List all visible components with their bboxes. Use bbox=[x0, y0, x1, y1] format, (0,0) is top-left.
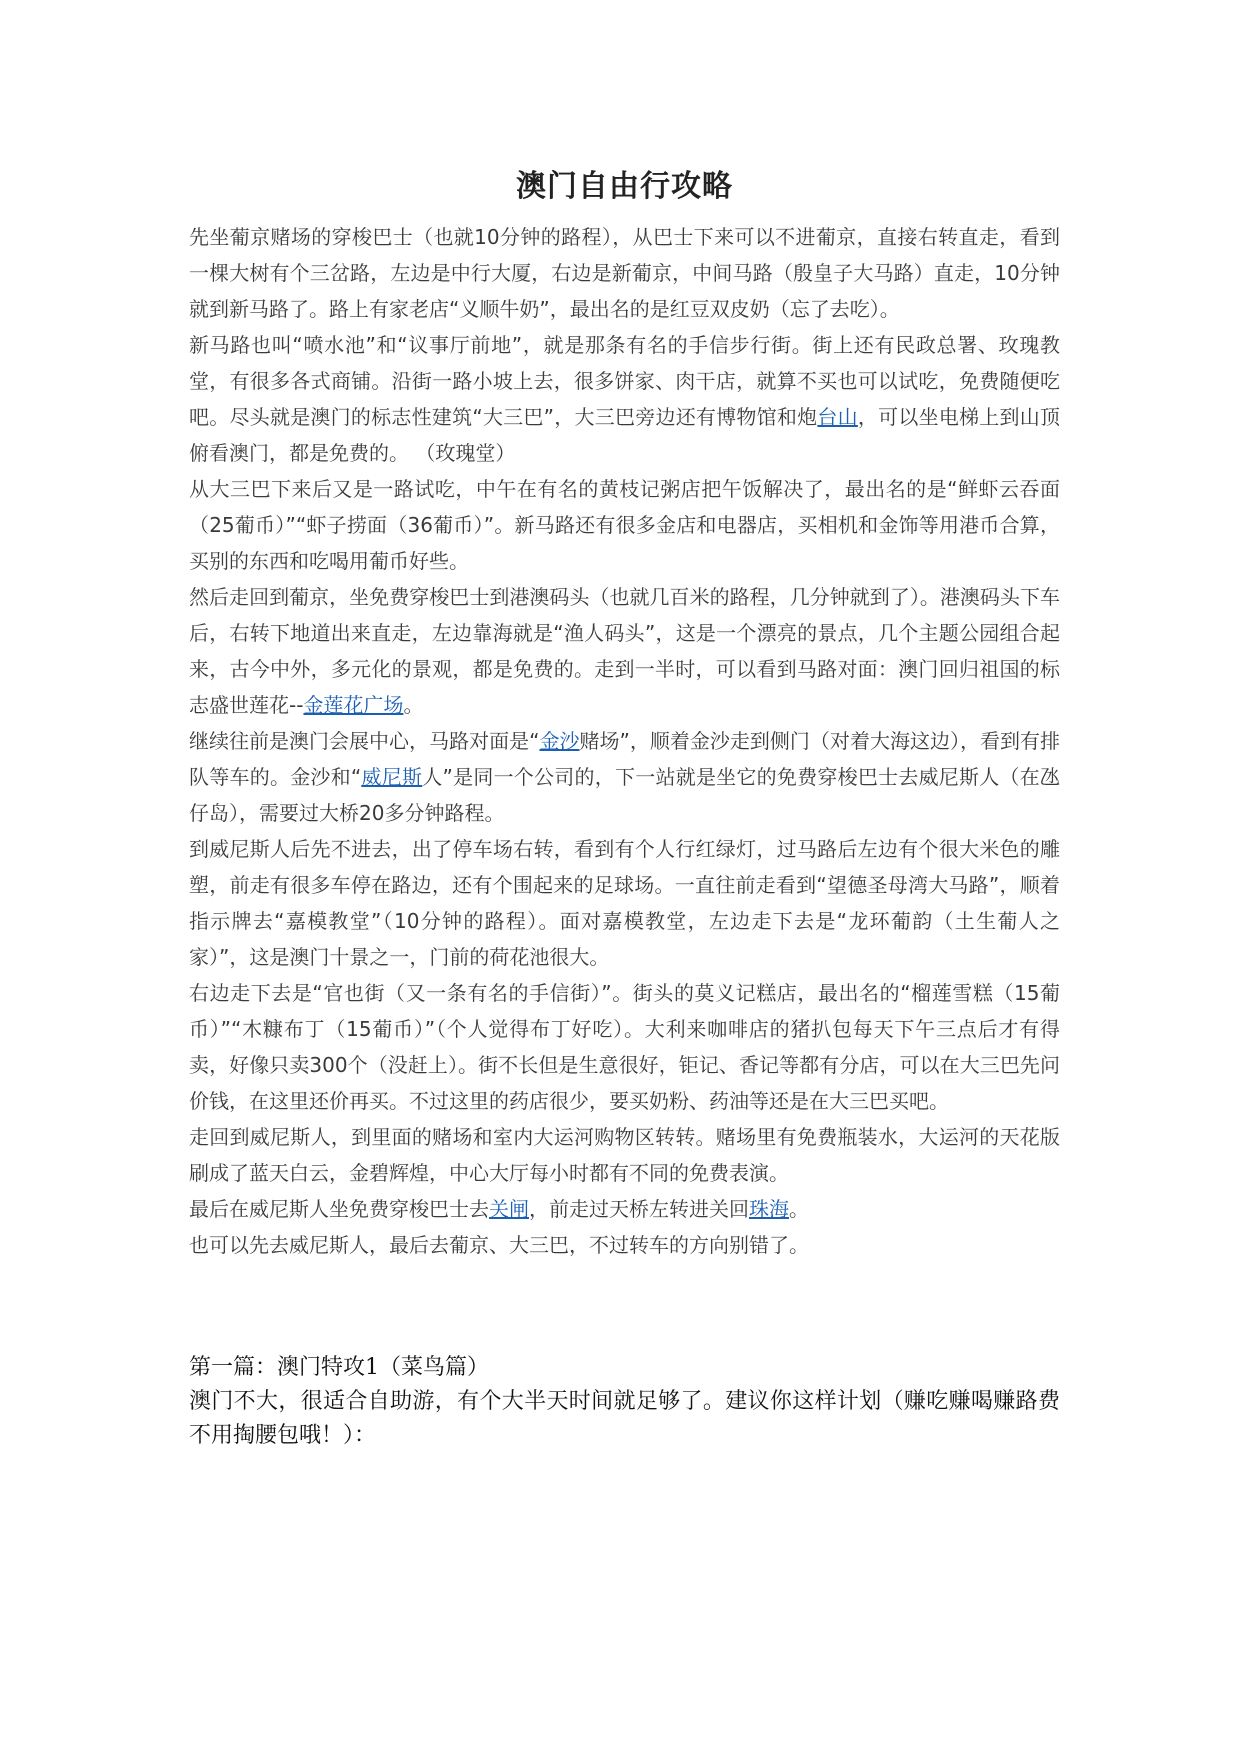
paragraph-text: 到威尼斯人后先不进去，出了停车场右转，看到有个人行红绿灯，过马路后左边有个很大米色的雕塑，前走有很多车停在路边，还有个围起来的足球场。一直往前走看到“望德圣母湾大马路”，顺着指示牌去“嘉模教堂”（10分钟的路程）。面对嘉模教堂，左边走下去是“龙环葡韵（土生葡人之家）”，这是澳门十景之一，门前的荷花池很大。 bbox=[189, 837, 1060, 969]
paragraph-text: 先坐葡京赌场的穿梭巴士（也就10分钟的路程），从巴士下来可以不进葡京，直接右转直走，看到一棵大树有个三岔路，左边是中行大厦，右边是新葡京，中间马路（殷皇子大马路）直走，10分钟就到新马路了。路上有家老店“义顺牛奶”，最出名的是红豆双皮奶（忘了去吃）。 bbox=[189, 225, 1060, 321]
inline-link[interactable]: 关闸 bbox=[489, 1197, 529, 1221]
paragraph bbox=[189, 831, 1060, 975]
paragraph bbox=[189, 219, 1060, 327]
paragraph-text: 。 bbox=[403, 693, 424, 717]
paragraph bbox=[189, 471, 1060, 579]
paragraph-text: ，前走过天桥左转进关回 bbox=[529, 1197, 749, 1221]
section-body: 澳门不大，很适合自助游，有个大半天时间就足够了。建议你这样计划（赚吃赚喝赚路费不用掏腰包哦！）： bbox=[189, 1389, 1060, 1448]
paragraph-text: 。 bbox=[789, 1197, 809, 1221]
paragraph-text: 继续往前是澳门会展中心，马路对面是“ bbox=[189, 729, 540, 753]
article-body bbox=[189, 219, 1060, 1263]
paragraph-text: 从大三巴下来后又是一路试吃，中午在有名的黄枝记粥店把午饭解决了，最出名的是“鲜虾云吞面（25葡币）”“虾子捞面（36葡币）”。新马路还有很多金店和电器店，买相机和金饰等用港币合算，买别的东西和吃喝用葡币好些。 bbox=[189, 477, 1060, 573]
paragraph-text: 新马路也叫“喷水池”和“议事厅前地”，就是那条有名的手信步行街。街上还有民政总署、玫瑰教堂，有很多各式商铺。沿街一路小坡上去，很多饼家、肉干店，就算不买也可以试吃，免费随便吃吧。尽头就是澳门的标志性建筑“大三巴”，大三巴旁边还有博物馆和炮 bbox=[189, 333, 1060, 429]
paragraph-text: 最后在威尼斯人坐免费穿梭巴士去 bbox=[189, 1197, 489, 1221]
document-title: 澳门自由行攻略 bbox=[516, 169, 733, 204]
paragraph-text: 也可以先去威尼斯人，最后去葡京、大三巴，不过转车的方向别错了。 bbox=[189, 1233, 809, 1257]
paragraph-text: 走回到威尼斯人，到里面的赌场和室内大运河购物区转转。赌场里有免费瓶装水，大运河的天花版刷成了蓝天白云，金碧辉煌，中心大厅每小时都有不同的免费表演。 bbox=[189, 1125, 1060, 1185]
inline-link[interactable]: 金沙 bbox=[539, 729, 580, 753]
paragraph bbox=[189, 723, 1060, 831]
paragraph bbox=[189, 579, 1060, 723]
inline-link[interactable]: 金莲花广场 bbox=[303, 693, 404, 717]
document-page bbox=[189, 165, 1060, 1453]
paragraph-text: 右边走下去是“官也街（又一条有名的手信街）”。街头的莫义记糕店，最出名的“榴莲雪糕（15葡币）”“木糠布丁（15葡币）”（个人觉得布丁好吃）。大利来咖啡店的猪扒包每天下午三点后才有得卖，好像只卖300个（没赶上）。街不长但是生意很好，钜记、香记等都有分店，可以在大三巴先问价钱，在这里还价再买。不过这里的药店很少，要买奶粉、药油等还是在大三巴买吧。 bbox=[189, 981, 1060, 1113]
section-heading: 第一篇：澳门特攻1（菜鸟篇） bbox=[189, 1355, 489, 1380]
inline-link[interactable]: 台山 bbox=[817, 405, 858, 429]
paragraph bbox=[189, 1191, 1060, 1227]
paragraph bbox=[189, 1227, 1060, 1263]
paragraph-text: ，可以坐电梯上到山顶俯看澳门，都是免费的。 （玫瑰堂） bbox=[189, 405, 1061, 465]
spacer bbox=[189, 1263, 1060, 1351]
inline-link[interactable]: 威尼斯 bbox=[361, 765, 423, 789]
paragraph-text: 然后走回到葡京，坐免费穿梭巴士到港澳码头（也就几百米的路程，几分钟就到了）。港澳码头下车后，右转下地道出来直走，左边靠海就是“渔人码头”，这是一个漂亮的景点，几个主题公园组合起来，古今中外，多元化的景观，都是免费的。走到一半时，可以看到马路对面：澳门回归祖国的标志盛世莲花-- bbox=[189, 585, 1060, 717]
paragraph bbox=[189, 327, 1060, 471]
paragraph-text: 人”是同一个公司的，下一站就是坐它的免费穿梭巴士去威尼斯人（在氹仔岛），需要过大桥20多分钟路程。 bbox=[189, 765, 1061, 825]
paragraph bbox=[189, 975, 1060, 1119]
paragraph bbox=[189, 1119, 1060, 1191]
paragraph-text: 赌场”，顺着金沙走到侧门（对着大海这边），看到有排队等车的。金沙和“ bbox=[189, 729, 1060, 789]
inline-link[interactable]: 珠海 bbox=[749, 1197, 789, 1221]
